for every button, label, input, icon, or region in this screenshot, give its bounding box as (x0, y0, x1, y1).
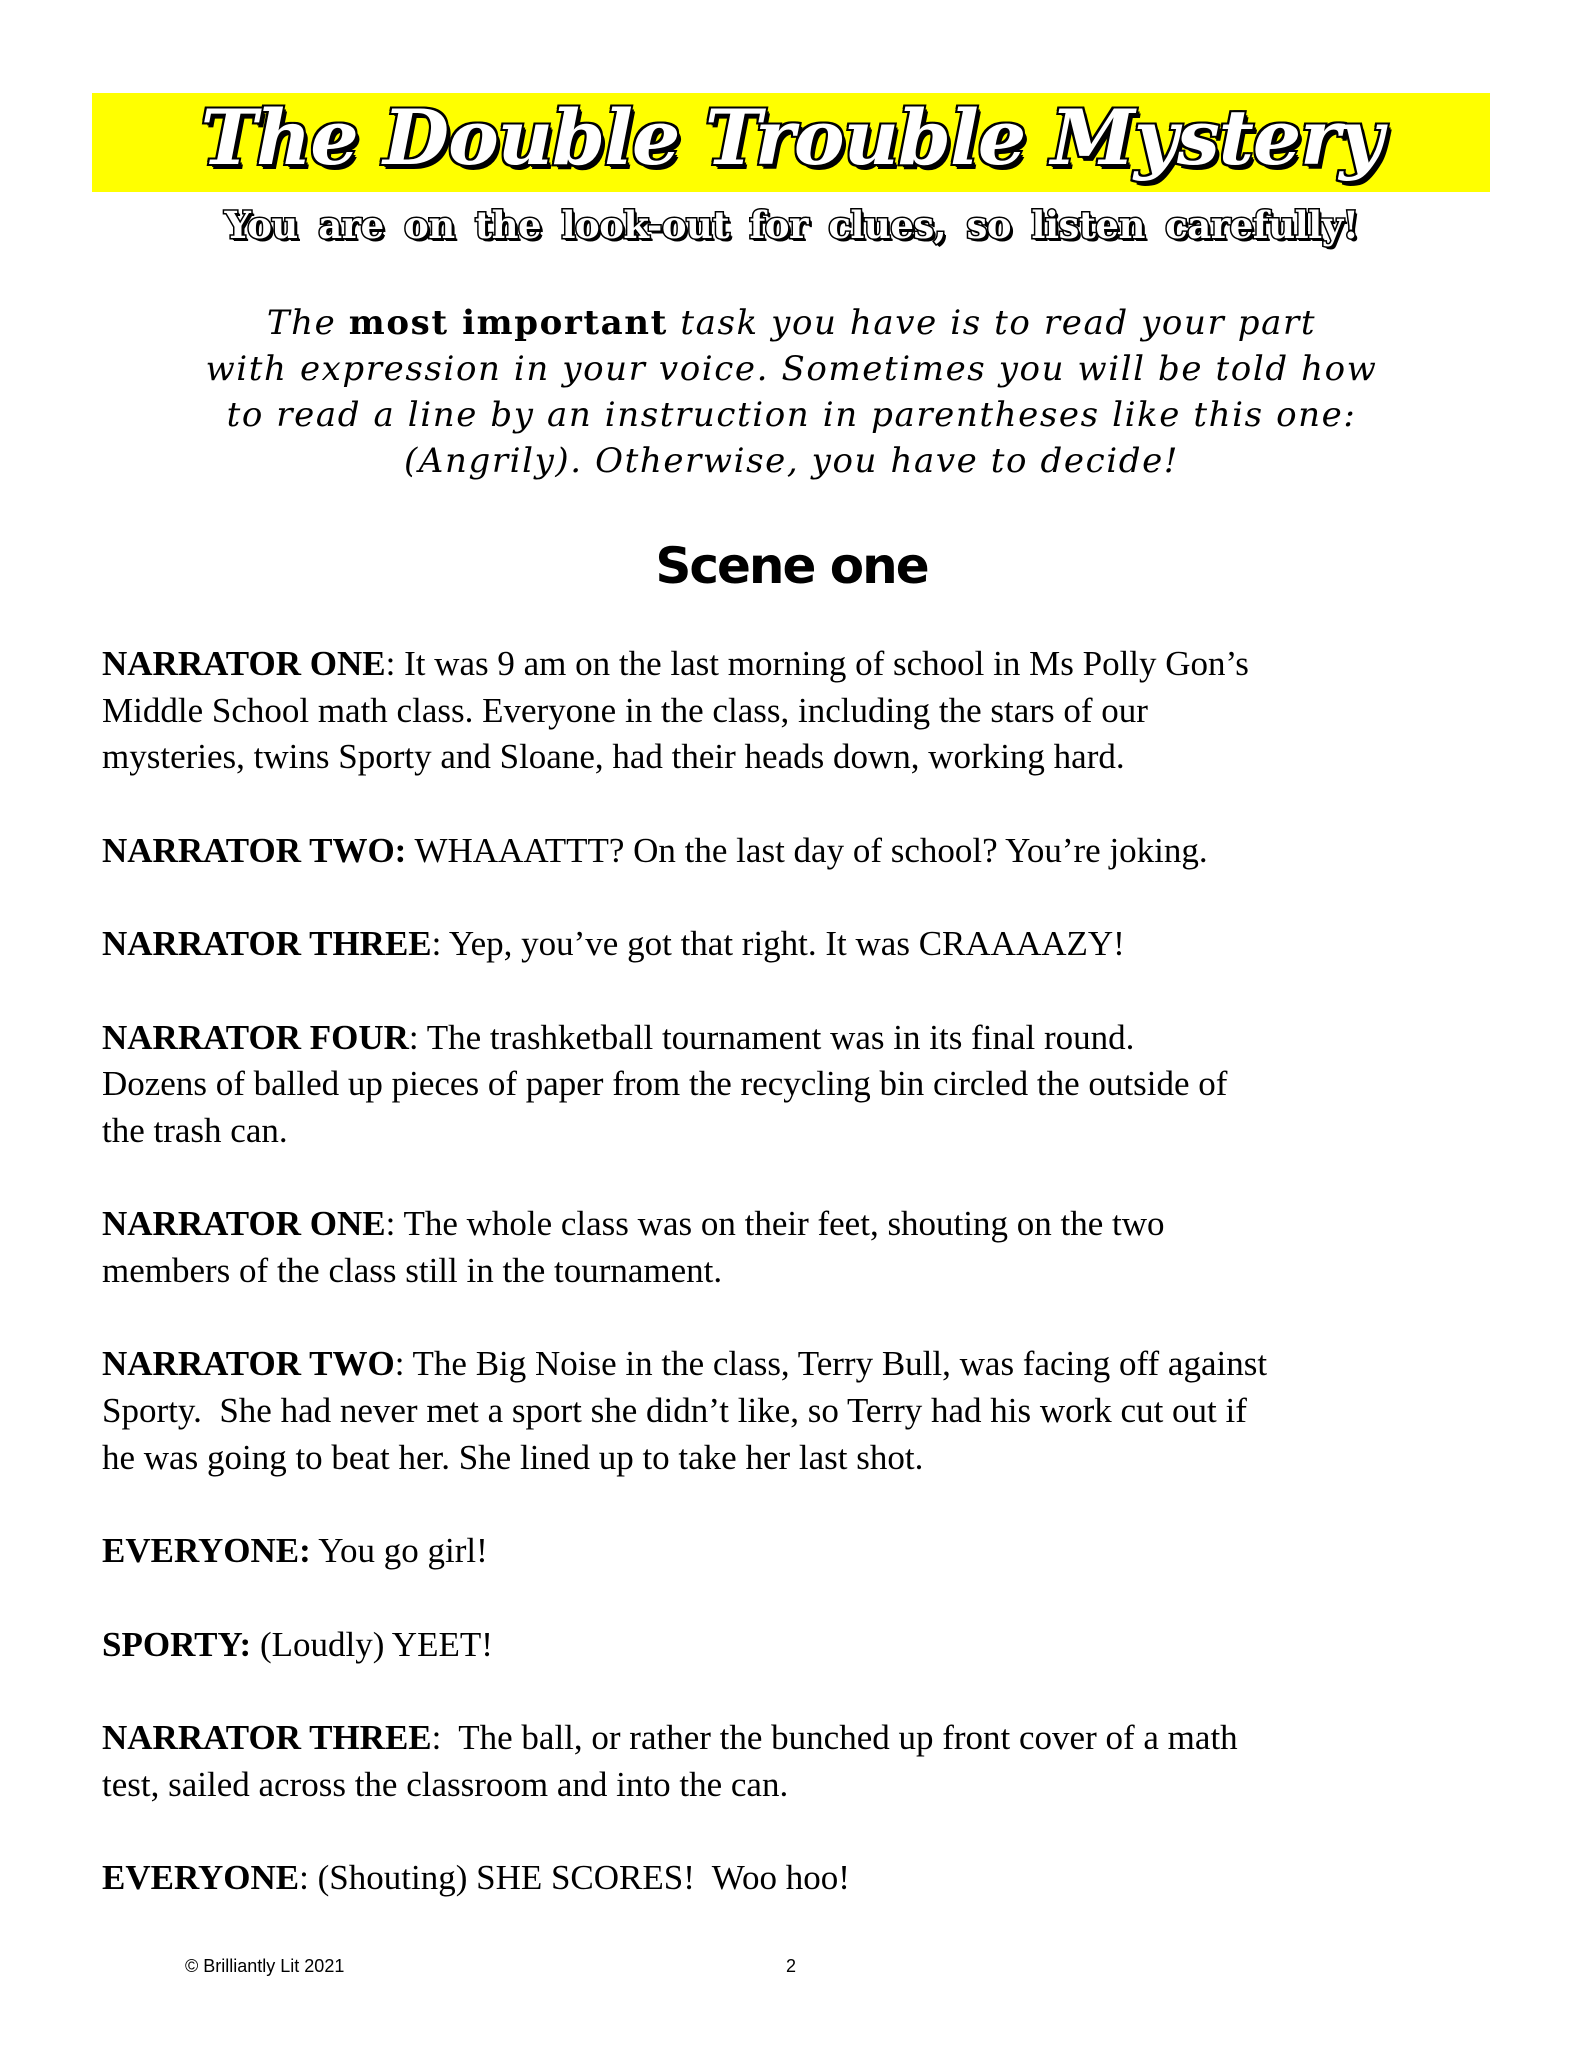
script-text-line (102, 1061, 1502, 1108)
script-text-line (102, 1108, 1502, 1155)
dialogue-text: Middle School math class. Everyone in the class, including the stars of our (102, 690, 1148, 730)
dialogue-text: The ball, or rather the bunched up front cover of a math (458, 1718, 1238, 1758)
speaker-separator: : (431, 1718, 459, 1758)
speaker-separator: : (408, 1017, 427, 1057)
dialogue-text: Sporty. She had never met a sport she didn’t like, so Terry had his work cut out if (102, 1391, 1247, 1431)
intro-text: The (266, 303, 349, 343)
dialogue-text: test, sailed across the classroom and into the can. (102, 1764, 789, 1804)
page-number: 2 (786, 1956, 797, 1976)
intro-line-2: with expression in your voice. Sometimes you will be told how (205, 349, 1378, 389)
script-text-line (102, 1622, 1502, 1669)
intro-line-3: to read a line by an instruction in parentheses like this one: (226, 395, 1357, 435)
scene-heading: Scene one (655, 537, 928, 595)
speaker-separator: : (431, 924, 449, 964)
script-text-line (102, 1248, 1502, 1295)
script-body (102, 641, 1502, 1949)
script-text-line (102, 1341, 1502, 1388)
script-text-line (102, 1762, 1502, 1809)
script-line (102, 1855, 1502, 1902)
speaker-separator: : (394, 1344, 413, 1384)
script-line (102, 1528, 1502, 1575)
script-text-line (102, 828, 1502, 875)
speaker-name: NARRATOR TWO (102, 1344, 395, 1384)
speaker-name: EVERYONE: (102, 1531, 311, 1571)
speaker-name: NARRATOR FOUR (102, 1017, 409, 1057)
intro-instructions (0, 300, 1583, 484)
dialogue-text: WHAAATTT? On the last day of school? You’re joking. (414, 830, 1208, 870)
dialogue-text: The trashketball tournament was in its final round. (426, 1017, 1135, 1057)
script-line (102, 921, 1502, 968)
script-line (102, 828, 1502, 875)
speaker-separator: : (385, 1204, 404, 1244)
script-text-line (102, 921, 1502, 968)
intro-text: task you have is to read your part (667, 303, 1317, 343)
dialogue-text: You go girl! (318, 1531, 488, 1571)
dialogue-text: mysteries, twins Sporty and Sloane, had their heads down, working hard. (102, 737, 1125, 777)
speaker-name: NARRATOR ONE (102, 644, 386, 683)
speaker-name: EVERYONE (102, 1858, 300, 1898)
script-line (102, 1622, 1502, 1669)
speaker-separator (251, 1625, 260, 1664)
script-text-line (102, 1528, 1502, 1575)
footer-copyright: © Brilliantly Lit 2021 (185, 1956, 345, 1976)
script-text-line (102, 1015, 1502, 1062)
script-text-line (102, 1388, 1502, 1435)
speaker-name: SPORTY: (102, 1624, 252, 1664)
speaker-name: NARRATOR THREE (102, 924, 432, 964)
script-text-line (102, 734, 1502, 781)
dialogue-text: (Loudly) YEET! (259, 1624, 493, 1664)
dialogue-text: Yep, you’ve got that right. It was CRAAAAZY! (448, 924, 1125, 964)
script-line (102, 1201, 1502, 1294)
intro-line-4: (Angrily). Otherwise, you have to decide! (403, 441, 1180, 481)
script-text-line (102, 1715, 1502, 1762)
script-line (102, 1015, 1502, 1155)
dialogue-text: members of the class still in the tournament. (102, 1251, 723, 1291)
dialogue-text: The whole class was on their feet, shouting on the two (403, 1204, 1165, 1244)
dialogue-text: (Shouting) SHE SCORES! Woo hoo! (317, 1858, 850, 1898)
speaker-name: NARRATOR ONE (102, 1204, 386, 1244)
script-line (102, 1341, 1502, 1481)
dialogue-text: the trash can. (102, 1110, 288, 1150)
script-text-line (102, 688, 1502, 735)
page-title: The Double Trouble Mystery (200, 93, 1383, 182)
dialogue-text: Dozens of balled up pieces of paper from the recycling bin circled the outside of (102, 1064, 1228, 1104)
intro-line-1 (0, 300, 1583, 346)
speaker-name: NARRATOR THREE (102, 1718, 432, 1758)
speaker-separator: : (385, 644, 405, 683)
dialogue-text: It was 9 am on the last morning of school in Ms Polly Gon’s (404, 644, 1249, 683)
script-text-line (102, 641, 1502, 688)
intro-emphasis: most important (348, 303, 668, 343)
page-subtitle: You are on the look-out for clues, so listen carefully! (224, 203, 1359, 247)
dialogue-text: The Big Noise in the class, Terry Bull, was facing off against (412, 1344, 1268, 1384)
script-text-line (102, 1855, 1502, 1902)
script-text-line (102, 1435, 1502, 1482)
script-line (102, 641, 1502, 781)
speaker-separator: : (299, 1858, 318, 1898)
script-line (102, 1715, 1502, 1808)
script-text-line (102, 1201, 1502, 1248)
dialogue-text: he was going to beat her. She lined up to take her last shot. (102, 1437, 924, 1477)
speaker-name: NARRATOR TWO: (102, 830, 407, 870)
